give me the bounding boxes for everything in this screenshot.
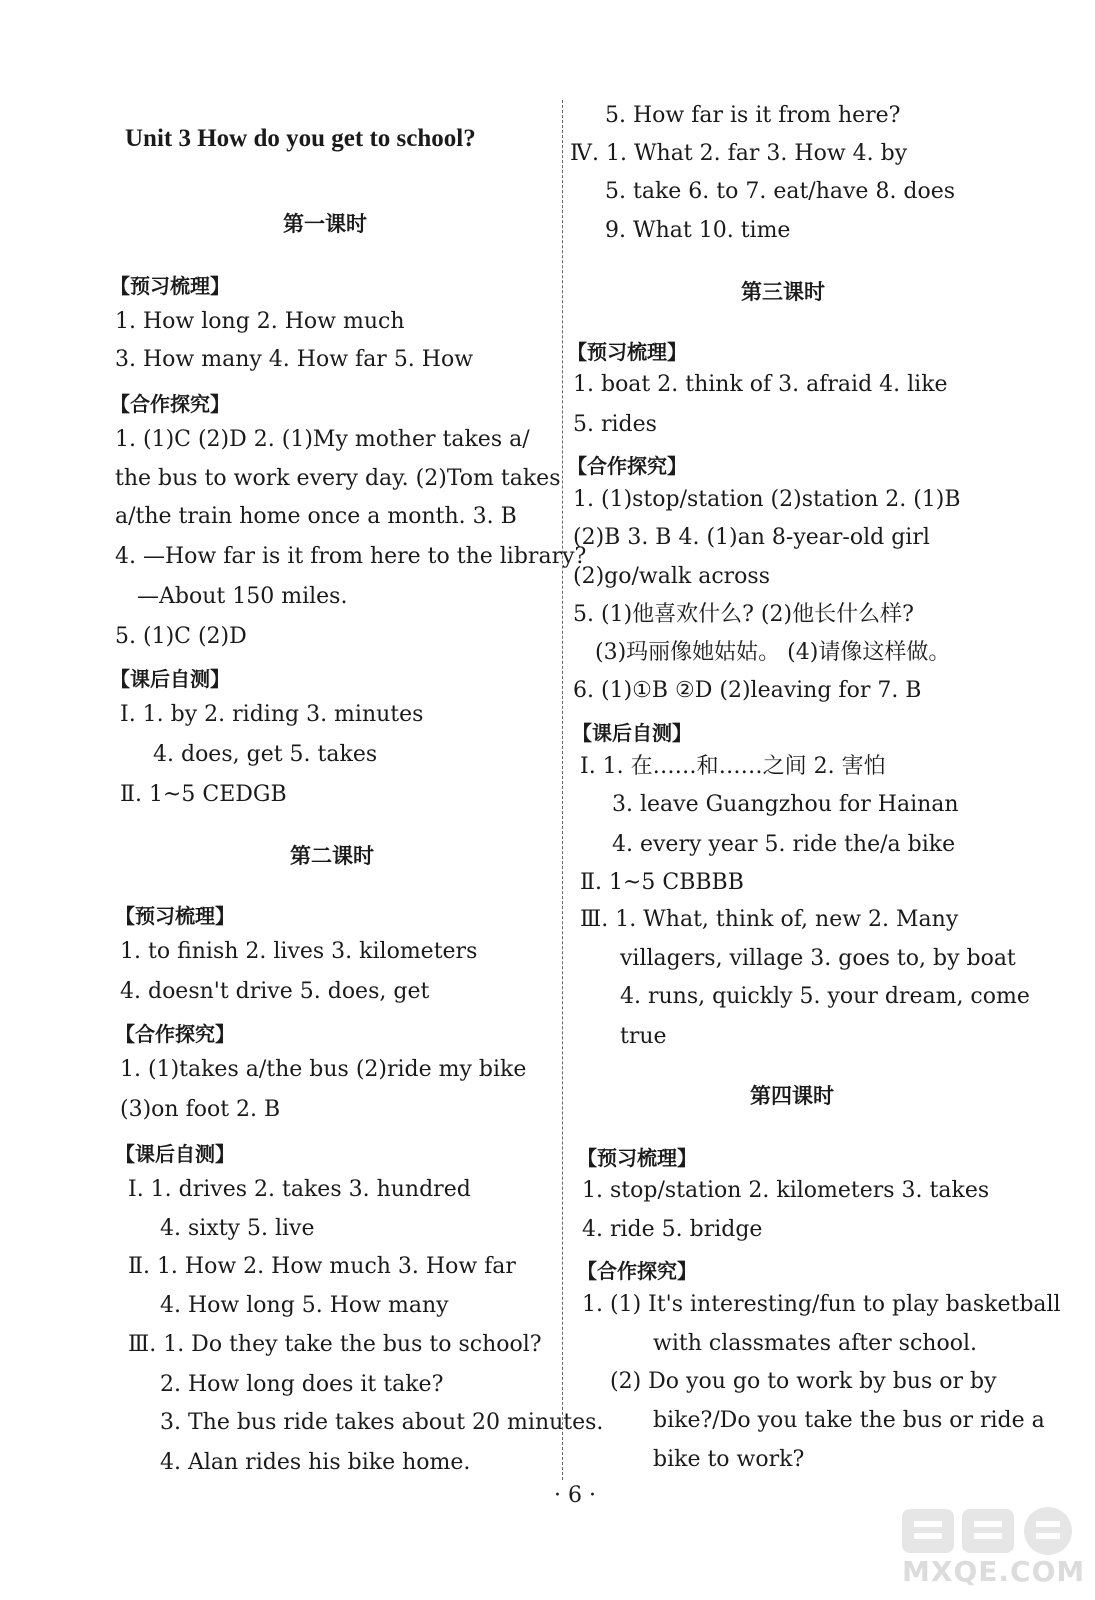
- answer-line: 4. does, get 5. takes: [153, 742, 378, 767]
- answer-line: Ⅱ. 1. How 2. How much 3. How far: [128, 1254, 516, 1279]
- lesson-1-coop-label: 【合作探究】: [110, 392, 230, 416]
- answer-line: with classmates after school.: [653, 1331, 977, 1356]
- lesson-2-preview-label: 【预习梳理】: [115, 904, 235, 928]
- column-divider: [562, 100, 563, 1480]
- answer-line: 4. doesn't drive 5. does, get: [120, 979, 430, 1004]
- answer-line: 4. every year 5. ride the/a bike: [612, 832, 956, 857]
- answer-line: Ⅱ. 1~5 CEDGB: [120, 782, 287, 807]
- answer-line: Ⅲ. 1. Do they take the bus to school?: [128, 1332, 542, 1357]
- answer-line: Ⅰ. 1. 在……和……之间 2. 害怕: [580, 754, 886, 779]
- lesson-3-heading: 第三课时: [741, 280, 825, 304]
- answer-line: 4. —How far is it from here to the library?: [115, 544, 587, 569]
- answer-line: 4. runs, quickly 5. your dream, come: [620, 984, 1030, 1009]
- answer-line: 1. How long 2. How much: [115, 309, 405, 334]
- answer-line: 4. How long 5. How many: [160, 1293, 449, 1318]
- answer-line: bike?/Do you take the bus or ride a: [653, 1408, 1045, 1433]
- answer-line: the bus to work every day. (2)Tom takes: [115, 466, 561, 491]
- answer-line: villagers, village 3. goes to, by boat: [620, 946, 1016, 971]
- answer-line: 9. What 10. time: [605, 218, 791, 243]
- answer-line: 1. (1)C (2)D 2. (1)My mother takes a/: [115, 427, 530, 452]
- answer-line: true: [620, 1024, 667, 1049]
- answer-line: 6. (1)①B ②D (2)leaving for 7. B: [573, 678, 922, 703]
- answer-line: a/the train home once a month. 3. B: [115, 504, 517, 529]
- answer-line: (2) Do you go to work by bus or by: [610, 1369, 997, 1394]
- answer-line: 4. Alan rides his bike home.: [160, 1450, 471, 1475]
- answer-line: Ⅲ. 1. What, think of, new 2. Many: [580, 907, 959, 932]
- lesson-3-preview-label: 【预习梳理】: [567, 340, 687, 364]
- answer-line: Ⅳ. 1. What 2. far 3. How 4. by: [570, 141, 908, 166]
- lesson-1-preview-label: 【预习梳理】: [110, 274, 230, 298]
- lesson-3-after-label: 【课后自测】: [572, 721, 692, 745]
- answer-line: 4. sixty 5. live: [160, 1216, 315, 1241]
- answer-line: 5. How far is it from here?: [605, 103, 901, 128]
- answer-line: 2. How long does it take?: [160, 1372, 444, 1397]
- answer-line: 3. The bus ride takes about 20 minutes.: [160, 1410, 604, 1435]
- answer-line: (2)go/walk across: [573, 564, 770, 589]
- answer-line: 3. How many 4. How far 5. How: [115, 347, 474, 372]
- answer-line: 5. rides: [573, 412, 657, 437]
- answer-line: —About 150 miles.: [137, 584, 348, 609]
- answer-line: Ⅰ. 1. by 2. riding 3. minutes: [120, 702, 424, 727]
- answer-line: 1. (1)takes a/the bus (2)ride my bike: [120, 1057, 527, 1082]
- answer-line: 5. take 6. to 7. eat/have 8. does: [605, 179, 956, 204]
- watermark-text: MXQE.COM: [902, 1555, 1086, 1588]
- lesson-2-coop-label: 【合作探究】: [115, 1022, 235, 1046]
- answer-line: 1. to finish 2. lives 3. kilometers: [120, 939, 478, 964]
- lesson-4-coop-label: 【合作探究】: [577, 1259, 697, 1283]
- page-number: · 6 ·: [554, 1483, 596, 1508]
- answer-line: Ⅰ. 1. drives 2. takes 3. hundred: [128, 1177, 471, 1202]
- answer-line: 4. ride 5. bridge: [582, 1217, 763, 1242]
- lesson-1-after-label: 【课后自测】: [110, 667, 230, 691]
- lesson-4-preview-label: 【预习梳理】: [577, 1146, 697, 1170]
- answer-line: 1. (1) It's interesting/fun to play basketball: [582, 1292, 1061, 1317]
- answer-line: (3)玛丽像她姑姑。 (4)请像这样做。: [595, 640, 951, 665]
- answer-line: 3. leave Guangzhou for Hainan: [612, 792, 959, 817]
- answer-line: bike to work?: [653, 1447, 805, 1472]
- answer-line: 1. (1)stop/station (2)station 2. (1)B: [573, 487, 961, 512]
- lesson-2-after-label: 【课后自测】: [115, 1142, 235, 1166]
- answer-line: 1. stop/station 2. kilometers 3. takes: [582, 1178, 990, 1203]
- lesson-1-heading: 第一课时: [283, 212, 367, 236]
- answer-line: (3)on foot 2. B: [120, 1097, 281, 1122]
- answer-line: Ⅱ. 1~5 CBBBB: [580, 870, 744, 895]
- answer-line: (2)B 3. B 4. (1)an 8-year-old girl: [573, 525, 930, 550]
- lesson-3-coop-label: 【合作探究】: [567, 454, 687, 478]
- unit-title: Unit 3 How do you get to school?: [125, 125, 476, 152]
- lesson-4-heading: 第四课时: [750, 1084, 834, 1108]
- answer-line: 5. (1)C (2)D: [115, 624, 247, 649]
- answer-line: 1. boat 2. think of 3. afraid 4. like: [573, 372, 948, 397]
- answer-line: 5. (1)他喜欢什么? (2)他长什么样?: [573, 602, 914, 627]
- lesson-2-heading: 第二课时: [290, 844, 374, 868]
